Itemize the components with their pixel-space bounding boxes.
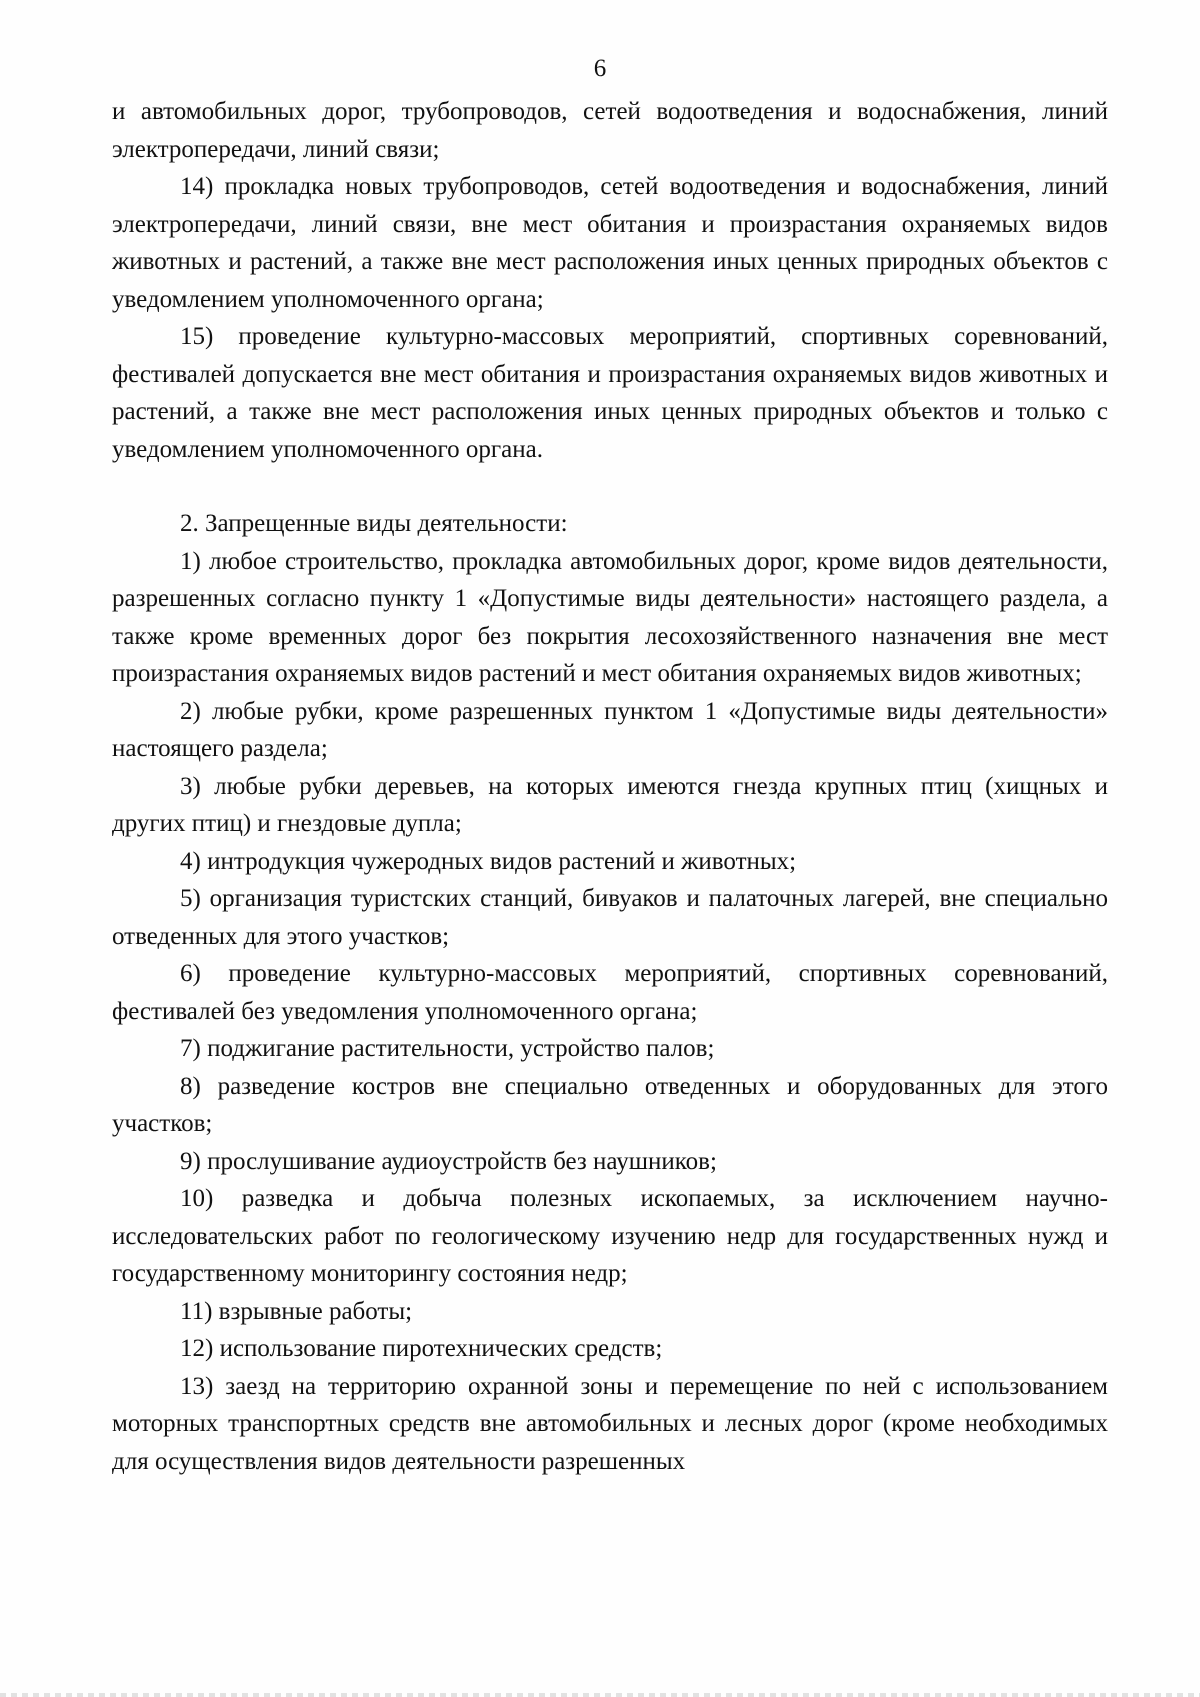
list-item-14: 14) прокладка новых трубопроводов, сетей водоотведения и водоснабжения, линий электропередачи, линий связи, вне мест обитания и произрастания охраняемых видов животных и растений, а также вне мест расположения иных ценных природных объектов с уведомлением уполномоченного органа; xyxy=(112,173,1108,313)
prohibited-item-12: 12) использование пиротехнических средств; xyxy=(180,1335,663,1362)
document-body xyxy=(112,93,1108,1480)
prohibited-item-11: 11) взрывные работы; xyxy=(180,1297,413,1325)
prohibited-item-13: 13) заезд на территорию охранной зоны и перемещение по ней с использованием моторных транспортных средств вне автомобильных и лесных дорог (кроме необходимых для осуществления видов деятельности разрешенных xyxy=(112,1372,1108,1475)
section-heading: 2. Запрещенные виды деятельности: xyxy=(180,510,568,537)
prohibited-item-10: 10) разведка и добыча полезных ископаемых, за исключением научно-исследовательских работ по геологическому изучению недр для государственных нужд и государственному мониторингу состояния недр; xyxy=(112,1185,1108,1287)
prohibited-item-2: 2) любые рубки, кроме разрешенных пунктом 1 «Допустимые виды деятельности» настоящего раздела; xyxy=(112,697,1108,762)
prohibited-item-7: 7) поджигание растительности, устройство палов; xyxy=(180,1035,715,1062)
list-item-15: 15) проведение культурно-массовых мероприятий, спортивных соревнований, фестивалей допускается вне мест обитания и произрастания охраняемых видов животных и растений, а также вне мест расположения иных ценных природных объектов и только с уведомлением уполномоченного органа. xyxy=(112,323,1108,463)
prohibited-item-4: 4) интродукция чужеродных видов растений и животных; xyxy=(180,847,797,875)
section-spacer xyxy=(112,468,1108,505)
prohibited-item-3: 3) любые рубки деревьев, на которых имеются гнезда крупных птиц (хищных и других птиц) и гнездовые дупла; xyxy=(112,772,1108,837)
prohibited-item-8: 8) разведение костров вне специально отведенных и оборудованных для этого участков; xyxy=(112,1072,1108,1137)
paragraph-continuation: и автомобильных дорог, трубопроводов, сетей водоотведения и водоснабжения, линий электропередачи, линий связи; xyxy=(112,98,1108,163)
prohibited-item-5: 5) организация туристских станций, бивуаков и палаточных лагерей, вне специально отведенных для этого участков; xyxy=(112,885,1108,950)
prohibited-item-9: 9) прослушивание аудиоустройств без наушников; xyxy=(180,1147,717,1175)
prohibited-item-6: 6) проведение культурно-массовых мероприятий, спортивных соревнований, фестивалей без уведомления уполномоченного органа; xyxy=(112,960,1108,1025)
prohibited-item-1: 1) любое строительство, прокладка автомобильных дорог, кроме видов деятельности, разрешенных согласно пункту 1 «Допустимые виды деятельности» настоящего раздела, а также кроме временных дорог без покрытия лесохозяйственного назначения вне мест произрастания охраняемых видов растений и мест обитания охраняемых видов животных; xyxy=(112,547,1108,687)
scan-edge-artifact xyxy=(0,1693,1200,1697)
page-number: 6 xyxy=(593,55,607,82)
